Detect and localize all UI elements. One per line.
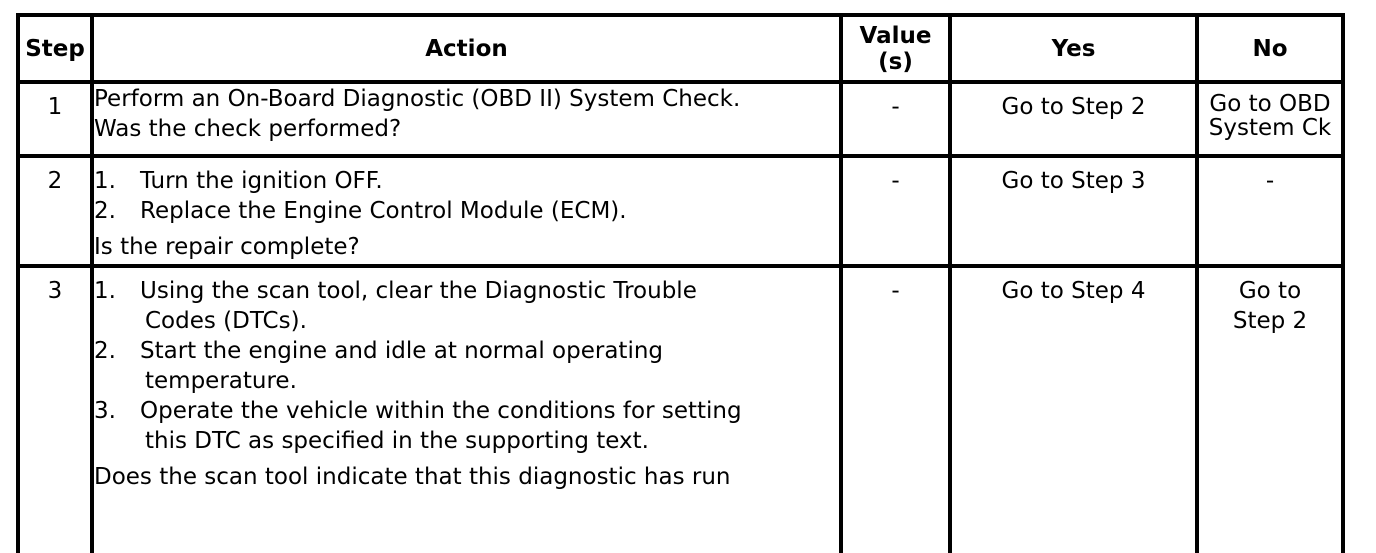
header-row: [18, 15, 1343, 82]
step-number: 2: [18, 156, 92, 266]
table-row: [18, 82, 1343, 156]
action-item: [94, 166, 839, 196]
item-number: 2.: [94, 198, 116, 224]
table-row: [18, 156, 1343, 266]
header-value-line1: Value: [859, 22, 932, 49]
step-number: 3: [18, 266, 92, 553]
no-line: Go to: [1238, 278, 1302, 304]
action-item: [94, 336, 839, 396]
action-question: Is the repair complete?: [94, 234, 360, 260]
header-value: [841, 15, 950, 82]
action-question: Does the scan tool indicate that this diagnostic has run: [94, 464, 731, 490]
value-cell: -: [841, 156, 950, 266]
item-text: this DTC as specified in the supporting text.: [145, 428, 649, 454]
action-list: [94, 276, 839, 456]
header-yes: Yes: [950, 15, 1197, 82]
no-cell: [1197, 82, 1343, 156]
action-item: [94, 276, 839, 336]
value-cell: -: [841, 82, 950, 156]
item-number: 1.: [94, 168, 116, 194]
yes-cell: Go to Step 4: [950, 266, 1197, 553]
action-item: [94, 196, 839, 226]
item-number: 3.: [94, 398, 116, 424]
action-item: [94, 396, 839, 456]
header-step: Step: [18, 15, 92, 82]
item-text: Replace the Engine Control Module (ECM).: [140, 198, 627, 224]
action-cell: [92, 82, 841, 156]
no-cell: [1197, 266, 1343, 553]
table-row: [18, 266, 1343, 553]
yes-cell: Go to Step 2: [950, 82, 1197, 156]
header-no: No: [1197, 15, 1343, 82]
item-text: Codes (DTCs).: [145, 308, 307, 334]
action-line: Perform an On-Board Diagnostic (OBD II) System Check.: [94, 86, 741, 112]
action-list: [94, 166, 839, 226]
diagnostic-table: [16, 13, 1345, 553]
item-text: temperature.: [145, 368, 297, 394]
item-number: 2.: [94, 338, 116, 364]
action-line: Was the check performed?: [94, 116, 402, 142]
item-text: Start the engine and idle at normal operating: [140, 338, 664, 364]
header-value-line2: (s): [878, 48, 913, 75]
header-action: Action: [92, 15, 841, 82]
step-number: 1: [18, 82, 92, 156]
no-line: System Ck: [1208, 115, 1332, 141]
yes-cell: Go to Step 3: [950, 156, 1197, 266]
value-cell: -: [841, 266, 950, 553]
item-text: Using the scan tool, clear the Diagnostic Trouble: [140, 278, 697, 304]
no-line: Step 2: [1232, 308, 1308, 334]
no-line: Go to OBD: [1209, 91, 1331, 117]
item-text: Turn the ignition OFF.: [140, 168, 383, 194]
action-cell: [92, 266, 841, 553]
item-number: 1.: [94, 278, 116, 304]
no-cell: -: [1197, 156, 1343, 266]
action-cell: [92, 156, 841, 266]
item-text: Operate the vehicle within the conditions for setting: [140, 398, 742, 424]
